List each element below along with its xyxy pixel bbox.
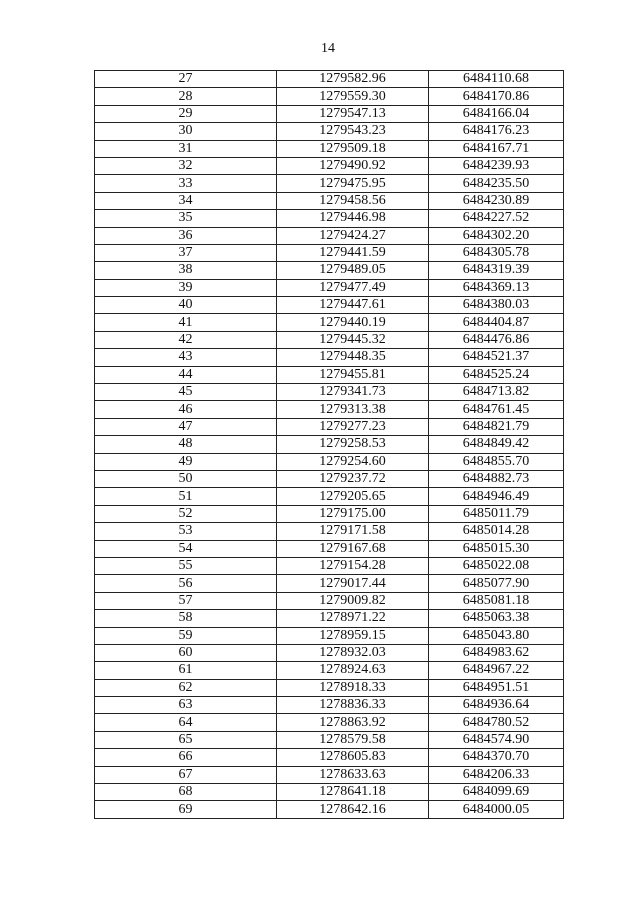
point-number-cell: 40 bbox=[95, 297, 277, 314]
point-number-cell: 34 bbox=[95, 192, 277, 209]
table-row bbox=[95, 644, 564, 661]
table-row bbox=[95, 436, 564, 453]
point-number-cell: 67 bbox=[95, 766, 277, 783]
y-coordinate-cell: 6484206.33 bbox=[429, 766, 564, 783]
x-coordinate-cell: 1278641.18 bbox=[277, 784, 429, 801]
x-coordinate-cell: 1278579.58 bbox=[277, 731, 429, 748]
x-coordinate-cell: 1279258.53 bbox=[277, 436, 429, 453]
x-coordinate-cell: 1278633.63 bbox=[277, 766, 429, 783]
x-coordinate-cell: 1279313.38 bbox=[277, 401, 429, 418]
table-row bbox=[95, 731, 564, 748]
x-coordinate-cell: 1278642.16 bbox=[277, 801, 429, 818]
y-coordinate-cell: 6484404.87 bbox=[429, 314, 564, 331]
point-number-cell: 51 bbox=[95, 488, 277, 505]
table-row bbox=[95, 662, 564, 679]
point-number-cell: 64 bbox=[95, 714, 277, 731]
table-row bbox=[95, 697, 564, 714]
table-row bbox=[95, 105, 564, 122]
point-number-cell: 44 bbox=[95, 366, 277, 383]
table-row bbox=[95, 557, 564, 574]
table-row bbox=[95, 366, 564, 383]
y-coordinate-cell: 6485081.18 bbox=[429, 592, 564, 609]
x-coordinate-cell: 1279441.59 bbox=[277, 244, 429, 261]
x-coordinate-cell: 1279582.96 bbox=[277, 71, 429, 88]
table-row bbox=[95, 71, 564, 88]
point-number-cell: 55 bbox=[95, 557, 277, 574]
table-row bbox=[95, 140, 564, 157]
y-coordinate-cell: 6484849.42 bbox=[429, 436, 564, 453]
x-coordinate-cell: 1279017.44 bbox=[277, 575, 429, 592]
point-number-cell: 45 bbox=[95, 384, 277, 401]
x-coordinate-cell: 1278863.92 bbox=[277, 714, 429, 731]
point-number-cell: 53 bbox=[95, 523, 277, 540]
point-number-cell: 43 bbox=[95, 349, 277, 366]
x-coordinate-cell: 1279341.73 bbox=[277, 384, 429, 401]
table-row bbox=[95, 192, 564, 209]
point-number-cell: 28 bbox=[95, 88, 277, 105]
point-number-cell: 62 bbox=[95, 679, 277, 696]
y-coordinate-cell: 6484167.71 bbox=[429, 140, 564, 157]
y-coordinate-cell: 6484761.45 bbox=[429, 401, 564, 418]
table-row bbox=[95, 157, 564, 174]
table-row bbox=[95, 453, 564, 470]
point-number-cell: 56 bbox=[95, 575, 277, 592]
x-coordinate-cell: 1279543.23 bbox=[277, 123, 429, 140]
y-coordinate-cell: 6484946.49 bbox=[429, 488, 564, 505]
table-row bbox=[95, 784, 564, 801]
y-coordinate-cell: 6484099.69 bbox=[429, 784, 564, 801]
table-row bbox=[95, 714, 564, 731]
coordinates-table-wrapper bbox=[94, 70, 563, 819]
table-row bbox=[95, 679, 564, 696]
table-row bbox=[95, 523, 564, 540]
x-coordinate-cell: 1279458.56 bbox=[277, 192, 429, 209]
point-number-cell: 54 bbox=[95, 540, 277, 557]
x-coordinate-cell: 1279171.58 bbox=[277, 523, 429, 540]
x-coordinate-cell: 1279154.28 bbox=[277, 557, 429, 574]
point-number-cell: 36 bbox=[95, 227, 277, 244]
point-number-cell: 29 bbox=[95, 105, 277, 122]
y-coordinate-cell: 6485014.28 bbox=[429, 523, 564, 540]
table-row bbox=[95, 175, 564, 192]
table-row bbox=[95, 627, 564, 644]
x-coordinate-cell: 1278932.03 bbox=[277, 644, 429, 661]
x-coordinate-cell: 1279237.72 bbox=[277, 470, 429, 487]
table-row bbox=[95, 88, 564, 105]
table-row bbox=[95, 210, 564, 227]
point-number-cell: 38 bbox=[95, 262, 277, 279]
table-row bbox=[95, 749, 564, 766]
x-coordinate-cell: 1278836.33 bbox=[277, 697, 429, 714]
x-coordinate-cell: 1279424.27 bbox=[277, 227, 429, 244]
point-number-cell: 32 bbox=[95, 157, 277, 174]
y-coordinate-cell: 6484176.23 bbox=[429, 123, 564, 140]
table-row bbox=[95, 540, 564, 557]
x-coordinate-cell: 1279547.13 bbox=[277, 105, 429, 122]
x-coordinate-cell: 1279559.30 bbox=[277, 88, 429, 105]
coordinates-table bbox=[94, 70, 564, 819]
x-coordinate-cell: 1278918.33 bbox=[277, 679, 429, 696]
y-coordinate-cell: 6484882.73 bbox=[429, 470, 564, 487]
x-coordinate-cell: 1279440.19 bbox=[277, 314, 429, 331]
point-number-cell: 50 bbox=[95, 470, 277, 487]
table-row bbox=[95, 279, 564, 296]
table-row bbox=[95, 610, 564, 627]
table-row bbox=[95, 262, 564, 279]
x-coordinate-cell: 1279446.98 bbox=[277, 210, 429, 227]
y-coordinate-cell: 6485063.38 bbox=[429, 610, 564, 627]
table-row bbox=[95, 401, 564, 418]
y-coordinate-cell: 6485043.80 bbox=[429, 627, 564, 644]
y-coordinate-cell: 6484305.78 bbox=[429, 244, 564, 261]
y-coordinate-cell: 6484951.51 bbox=[429, 679, 564, 696]
point-number-cell: 31 bbox=[95, 140, 277, 157]
x-coordinate-cell: 1279477.49 bbox=[277, 279, 429, 296]
point-number-cell: 49 bbox=[95, 453, 277, 470]
table-row bbox=[95, 227, 564, 244]
table-row bbox=[95, 592, 564, 609]
x-coordinate-cell: 1279205.65 bbox=[277, 488, 429, 505]
point-number-cell: 52 bbox=[95, 505, 277, 522]
x-coordinate-cell: 1279175.00 bbox=[277, 505, 429, 522]
table-row bbox=[95, 349, 564, 366]
point-number-cell: 47 bbox=[95, 418, 277, 435]
point-number-cell: 59 bbox=[95, 627, 277, 644]
y-coordinate-cell: 6485022.08 bbox=[429, 557, 564, 574]
y-coordinate-cell: 6484521.37 bbox=[429, 349, 564, 366]
y-coordinate-cell: 6484780.52 bbox=[429, 714, 564, 731]
point-number-cell: 58 bbox=[95, 610, 277, 627]
point-number-cell: 69 bbox=[95, 801, 277, 818]
page-number: 14 bbox=[321, 41, 335, 56]
y-coordinate-cell: 6485077.90 bbox=[429, 575, 564, 592]
x-coordinate-cell: 1279489.05 bbox=[277, 262, 429, 279]
y-coordinate-cell: 6484000.05 bbox=[429, 801, 564, 818]
x-coordinate-cell: 1278924.63 bbox=[277, 662, 429, 679]
table-row bbox=[95, 488, 564, 505]
y-coordinate-cell: 6484319.39 bbox=[429, 262, 564, 279]
point-number-cell: 33 bbox=[95, 175, 277, 192]
table-row bbox=[95, 505, 564, 522]
point-number-cell: 48 bbox=[95, 436, 277, 453]
point-number-cell: 39 bbox=[95, 279, 277, 296]
x-coordinate-cell: 1279490.92 bbox=[277, 157, 429, 174]
y-coordinate-cell: 6484230.89 bbox=[429, 192, 564, 209]
y-coordinate-cell: 6484855.70 bbox=[429, 453, 564, 470]
y-coordinate-cell: 6484369.13 bbox=[429, 279, 564, 296]
coordinates-table-body bbox=[95, 71, 564, 819]
x-coordinate-cell: 1278959.15 bbox=[277, 627, 429, 644]
x-coordinate-cell: 1279475.95 bbox=[277, 175, 429, 192]
y-coordinate-cell: 6484227.52 bbox=[429, 210, 564, 227]
point-number-cell: 37 bbox=[95, 244, 277, 261]
x-coordinate-cell: 1278971.22 bbox=[277, 610, 429, 627]
point-number-cell: 46 bbox=[95, 401, 277, 418]
table-row bbox=[95, 244, 564, 261]
x-coordinate-cell: 1279509.18 bbox=[277, 140, 429, 157]
y-coordinate-cell: 6484239.93 bbox=[429, 157, 564, 174]
x-coordinate-cell: 1279447.61 bbox=[277, 297, 429, 314]
table-row bbox=[95, 470, 564, 487]
y-coordinate-cell: 6484713.82 bbox=[429, 384, 564, 401]
y-coordinate-cell: 6485015.30 bbox=[429, 540, 564, 557]
y-coordinate-cell: 6484170.86 bbox=[429, 88, 564, 105]
table-row bbox=[95, 801, 564, 818]
y-coordinate-cell: 6484166.04 bbox=[429, 105, 564, 122]
point-number-cell: 30 bbox=[95, 123, 277, 140]
y-coordinate-cell: 6484983.62 bbox=[429, 644, 564, 661]
table-row bbox=[95, 766, 564, 783]
y-coordinate-cell: 6485011.79 bbox=[429, 505, 564, 522]
y-coordinate-cell: 6484967.22 bbox=[429, 662, 564, 679]
point-number-cell: 66 bbox=[95, 749, 277, 766]
y-coordinate-cell: 6484936.64 bbox=[429, 697, 564, 714]
point-number-cell: 42 bbox=[95, 331, 277, 348]
x-coordinate-cell: 1279455.81 bbox=[277, 366, 429, 383]
y-coordinate-cell: 6484476.86 bbox=[429, 331, 564, 348]
x-coordinate-cell: 1279167.68 bbox=[277, 540, 429, 557]
y-coordinate-cell: 6484574.90 bbox=[429, 731, 564, 748]
x-coordinate-cell: 1279277.23 bbox=[277, 418, 429, 435]
x-coordinate-cell: 1279009.82 bbox=[277, 592, 429, 609]
y-coordinate-cell: 6484380.03 bbox=[429, 297, 564, 314]
table-row bbox=[95, 575, 564, 592]
point-number-cell: 61 bbox=[95, 662, 277, 679]
y-coordinate-cell: 6484370.70 bbox=[429, 749, 564, 766]
y-coordinate-cell: 6484235.50 bbox=[429, 175, 564, 192]
table-row bbox=[95, 123, 564, 140]
y-coordinate-cell: 6484821.79 bbox=[429, 418, 564, 435]
point-number-cell: 65 bbox=[95, 731, 277, 748]
table-row bbox=[95, 418, 564, 435]
x-coordinate-cell: 1279254.60 bbox=[277, 453, 429, 470]
y-coordinate-cell: 6484110.68 bbox=[429, 71, 564, 88]
point-number-cell: 35 bbox=[95, 210, 277, 227]
x-coordinate-cell: 1279448.35 bbox=[277, 349, 429, 366]
table-row bbox=[95, 297, 564, 314]
table-row bbox=[95, 314, 564, 331]
x-coordinate-cell: 1278605.83 bbox=[277, 749, 429, 766]
point-number-cell: 57 bbox=[95, 592, 277, 609]
x-coordinate-cell: 1279445.32 bbox=[277, 331, 429, 348]
point-number-cell: 63 bbox=[95, 697, 277, 714]
point-number-cell: 27 bbox=[95, 71, 277, 88]
point-number-cell: 41 bbox=[95, 314, 277, 331]
point-number-cell: 60 bbox=[95, 644, 277, 661]
table-row bbox=[95, 384, 564, 401]
y-coordinate-cell: 6484525.24 bbox=[429, 366, 564, 383]
table-row bbox=[95, 331, 564, 348]
point-number-cell: 68 bbox=[95, 784, 277, 801]
y-coordinate-cell: 6484302.20 bbox=[429, 227, 564, 244]
